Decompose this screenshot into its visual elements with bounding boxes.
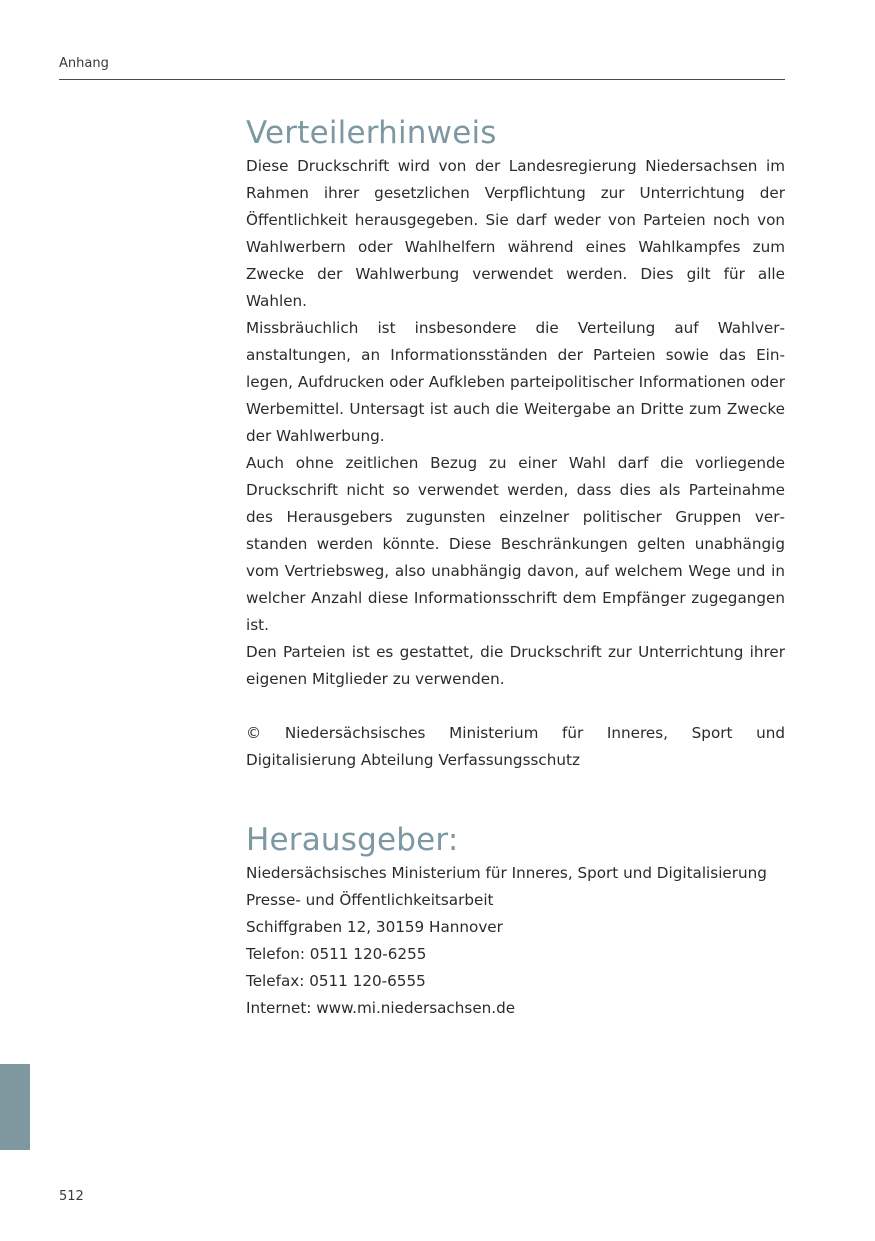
distribution-notice-paragraph: Auch ohne zeitlichen Bezug zu einer Wahl darf die vorliegende Druckschrift nicht so verwendet werden, dass dies als Parteinahme des Herausgebers zugunsten einzelner politischer Gruppen verstanden werden könnte. Diese Beschränkungen gelten unabhängig vom Vertriebsweg, also unabhängig davon, auf welchem Wege und in welcher Anzahl diese Informationsschrift dem Empfänger zugegangen ist. [246, 454, 785, 634]
running-head: Anhang [59, 56, 109, 71]
publisher-website: Internet: www.mi.niedersachsen.de [246, 999, 516, 1017]
publisher-phone: Telefon: 0511 120-6255 [246, 945, 427, 963]
page-number: 512 [59, 1189, 84, 1204]
header-rule [59, 79, 785, 80]
copyright-notice: © Niedersächsisches Ministerium für Inneres, Sport und Digitalisierung Abteilung Verfassungsschutz [246, 724, 785, 769]
publisher-address: Schiffgraben 12, 30159 Hannover [246, 918, 503, 936]
publisher-name: Niedersächsisches Ministerium für Inneres, Sport und Digitalisierung [246, 864, 767, 882]
distribution-notice-title: Verteilerhinweis [246, 115, 497, 151]
chapter-side-tab [0, 1064, 30, 1150]
publisher-fax: Telefax: 0511 120-6555 [246, 972, 426, 990]
page-content [246, 113, 785, 1022]
publisher-section [246, 820, 785, 1022]
publisher-title: Herausgeber: [246, 822, 459, 858]
distribution-notice-paragraph: Den Parteien ist es gestattet, die Druckschrift zur Unterrichtung ihrer eigenen Mitglieder zu verwenden. [246, 643, 785, 688]
distribution-notice-section [246, 113, 785, 774]
distribution-notice-paragraph: Diese Druckschrift wird von der Landesregierung Niedersachsen im Rahmen ihrer gesetzlichen Verpflichtung zur Unterrichtung der Öffentlichkeit herausgegeben. Sie darf weder von Parteien noch von Wahlwerbern oder Wahlhelfern während eines Wahlkampfes zum Zwecke der Wahlwerbung verwendet werden. Dies gilt für alle Wahlen. [246, 157, 785, 310]
distribution-notice-paragraph: Missbräuchlich ist insbesondere die Verteilung auf Wahlveranstaltungen, an Informationsständen der Parteien sowie das Einlegen, Aufdrucken oder Aufkleben parteipolitischer Informationen oder Werbemittel. Untersagt ist auch die Weitergabe an Dritte zum Zwecke der Wahlwerbung. [246, 319, 785, 445]
publisher-department: Presse- und Öffentlichkeitsarbeit [246, 891, 494, 909]
